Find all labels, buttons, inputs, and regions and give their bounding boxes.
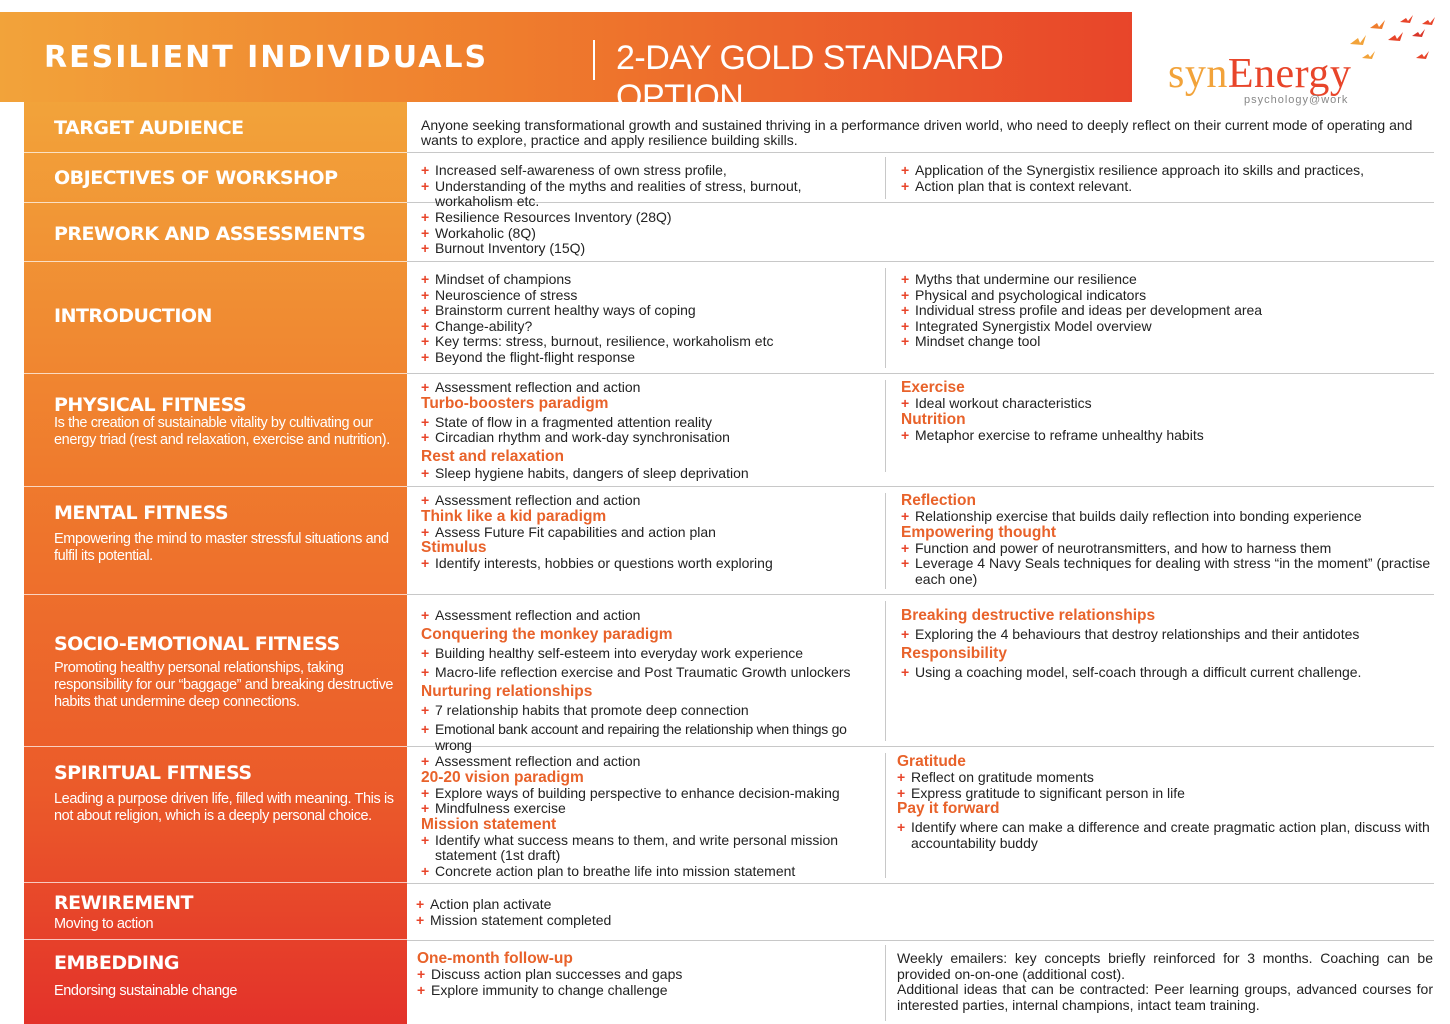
list-item: + Brainstorm current healthy ways of coping	[421, 302, 696, 318]
label-target-audience: TARGET AUDIENCE	[24, 102, 407, 153]
list-item: + Exploring the 4 behaviours that destroy relationships and their antidotes	[901, 626, 1360, 642]
list-item: + Reflect on gratitude moments	[897, 769, 1094, 785]
subheading: Think like a kid paradigm	[421, 507, 607, 525]
list-item: + Identify what success means to them, and write personal mission statement (1st draft)	[421, 831, 839, 863]
label-prework: PREWORK AND ASSESSMENTS	[24, 203, 407, 262]
column-divider	[885, 380, 886, 472]
subheading: 20-20 vision paradigm	[421, 768, 584, 786]
page-subtitle: 2-DAY GOLD STANDARD OPTION	[616, 39, 1004, 116]
header-divider	[593, 40, 595, 80]
list-item: + Integrated Synergistix Model overview	[901, 317, 1152, 334]
label-physical-fitness: PHYSICAL FITNESS Is the creation of sustainable vitality by cultivating our energy triad (rest and relaxation, exercise and nutrition).	[24, 374, 407, 487]
label-introduction: INTRODUCTION	[24, 262, 407, 374]
subheading: Conquering the monkey paradigm	[421, 625, 673, 643]
column-divider	[885, 268, 886, 368]
subheading: Pay it forward	[897, 800, 1000, 817]
row-introduction	[407, 262, 1434, 374]
list-item: + Workaholic (8Q)	[421, 224, 536, 241]
label-objectives: OBJECTIVES OF WORKSHOP	[24, 153, 407, 203]
label-mental-fitness: MENTAL FITNESS Empowering the mind to master stressful situations and fulfil its potential.	[24, 487, 407, 595]
list-item: + Action plan activate	[416, 896, 552, 912]
list-item: + Leverage 4 Navy Seals techniques for dealing with stress “in the moment” (practise each one)	[901, 555, 1431, 587]
list-item: + Assessment reflection and action	[421, 379, 641, 395]
spiritual-col2	[897, 754, 1437, 851]
list-item: + Mindset change tool	[901, 333, 1041, 349]
list-item: + Express gratitude to significant person in life	[897, 784, 1185, 801]
row-mental-fitness	[407, 487, 1434, 595]
page-title: RESILIENT INDIVIDUALS	[44, 40, 489, 75]
spiritual-col1	[421, 754, 883, 879]
subheading: Mission statement	[421, 815, 557, 833]
list-item: + Neuroscience of stress	[421, 286, 578, 303]
subheading: Breaking destructive relationships	[901, 607, 1156, 624]
label-socio-emotional-fitness: SOCIO-EMOTIONAL FITNESS Promoting healthy personal relationships, taking responsibility for our “baggage” and breaking destructive habits that undermine deep connections.	[24, 595, 407, 747]
label-spiritual-fitness: SPIRITUAL FITNESS Leading a purpose driven life, filled with meaning. This is not about religion, which is a deeply personal choice.	[24, 747, 407, 883]
intro-col1	[421, 272, 883, 365]
list-item: + Action plan that is context relevant.	[901, 177, 1133, 194]
subheading: Nutrition	[901, 410, 966, 428]
list-item: + Function and power of neurotransmitters, and how to harness them	[901, 539, 1332, 556]
row-target-audience	[407, 102, 1434, 153]
list-item: + Mindfulness exercise	[421, 800, 566, 816]
list-item: + Identify where can make a difference and create pragmatic action plan, discuss with accountability buddy	[897, 819, 1430, 851]
list-item: + Identify interests, hobbies or questions worth exploring	[421, 555, 773, 571]
list-item: + Application of the Synergistix resilience approach ito skills and practices,	[901, 162, 1365, 178]
list-item: + Sleep hygiene habits, dangers of sleep deprivation	[421, 464, 749, 481]
list-item: + Metaphor exercise to reframe unhealthy habits	[901, 426, 1204, 443]
list-item: + Assessment reflection and action	[421, 753, 641, 769]
column-divider	[885, 945, 886, 1021]
embedding-col1	[417, 951, 879, 998]
header-banner	[0, 12, 1132, 116]
birds-icon	[1342, 14, 1442, 74]
list-item: + Increased self-awareness of own stress profile,	[421, 162, 727, 178]
list-item: + Mission statement completed	[416, 911, 612, 928]
list-item: + 7 relationship habits that promote deep connection	[421, 701, 749, 718]
section-labels-column	[24, 102, 407, 1024]
mental-col1	[421, 493, 883, 572]
intro-col2	[901, 272, 1441, 350]
list-item: + Change-ability?	[421, 317, 533, 334]
list-item: + Using a coaching model, self-coach through a difficult current challenge.	[901, 663, 1362, 680]
label-embedding: EMBEDDING Endorsing sustainable change	[54, 952, 238, 999]
row-prework	[407, 203, 1434, 262]
brand-logo	[1132, 12, 1450, 106]
subheading: Gratitude	[897, 753, 966, 770]
row-socio-emotional-fitness	[407, 595, 1434, 753]
subheading: Stimulus	[421, 539, 487, 556]
mental-col2	[901, 493, 1441, 587]
list-item: + Physical and psychological indicators	[901, 286, 1147, 303]
embedding-col2	[897, 951, 1433, 1013]
list-item: + Individual stress profile and ideas per development area	[901, 302, 1263, 318]
socio-col2	[901, 608, 1441, 680]
list-item: + Assess Future Fit capabilities and action plan	[421, 523, 716, 540]
physical-col2	[901, 380, 1441, 443]
subheading: Empowering thought	[901, 523, 1056, 541]
list-item: + Assessment reflection and action	[421, 607, 641, 623]
logo-wordmark: synEnergy	[1168, 51, 1352, 97]
target-audience-text: Anyone seeking transformational growth and sustained thriving in a performance driven world, who need to deeply reflect on their current mode of operating and wants to explore, practice and apply resilience building skills.	[421, 117, 1413, 148]
list-item: + Beyond the flight-flight response	[421, 348, 636, 365]
row-physical-fitness	[407, 374, 1434, 487]
list-item: + State of flow in a fragmented attention reality	[421, 413, 713, 430]
list-item: + Emotional bank account and repairing the relationship when things go wrong	[421, 721, 847, 753]
embedding-note-2: Additional ideas that can be contracted: Peer learning groups, advanced courses for interested parties, internal champions, intact team training.	[897, 981, 1433, 1013]
objectives-col2	[901, 163, 1441, 194]
list-item: + Discuss action plan successes and gaps	[417, 966, 683, 982]
list-item: + Circadian rhythm and work-day synchronisation	[421, 429, 730, 445]
socio-col1	[421, 608, 883, 753]
list-item: + Myths that undermine our resilience	[901, 271, 1137, 287]
row-embedding	[407, 941, 1434, 1024]
list-item: + Macro-life reflection exercise and Post Traumatic Growth unlockers	[421, 664, 851, 680]
column-divider	[885, 753, 886, 878]
column-divider	[885, 493, 886, 589]
subheading: One-month follow-up	[417, 950, 573, 967]
subheading: Rest and relaxation	[421, 447, 564, 465]
list-item: + Explore ways of building perspective to enhance decision-making	[421, 784, 840, 801]
list-item: + Ideal workout characteristics	[901, 395, 1092, 411]
list-item: + Explore immunity to change challenge	[417, 981, 668, 998]
row-spiritual-fitness	[407, 747, 1434, 884]
rewirement-col1	[416, 897, 878, 928]
list-item: + Building healthy self-esteem into everyday work experience	[421, 644, 804, 661]
list-item: + Mindset of champions	[421, 271, 572, 287]
list-item: + Burnout Inventory (15Q)	[421, 240, 586, 256]
row-rewirement	[407, 884, 1434, 941]
row-objectives	[407, 153, 1434, 209]
list-item: + Key terms: stress, burnout, resilience, workaholism etc	[421, 333, 774, 349]
embedding-note-1: Weekly emailers: key concepts briefly reinforced for 3 months. Coaching can be provided on-on-one (additional cost).	[897, 950, 1433, 982]
subheading: Responsibility	[901, 644, 1007, 662]
subheading: Turbo-boosters paradigm	[421, 394, 609, 412]
column-divider	[885, 601, 886, 741]
list-item: + Understanding of the myths and realities of stress, burnout, workaholism etc.	[421, 177, 802, 209]
physical-col1	[421, 380, 883, 481]
prework-col1	[421, 210, 883, 257]
list-item: + Assessment reflection and action	[421, 492, 641, 508]
subheading: Nurturing relationships	[421, 682, 593, 700]
logo-tagline: psychology@work	[1244, 94, 1349, 106]
label-rewirement: REWIREMENT Moving to action	[24, 883, 407, 940]
list-item: + Relationship exercise that builds daily reflection into bonding experience	[901, 508, 1362, 524]
list-item: + Resilience Resources Inventory (28Q)	[421, 209, 672, 225]
column-divider	[885, 157, 886, 199]
subheading: Exercise	[901, 379, 965, 396]
subheading: Reflection	[901, 492, 976, 509]
list-item: + Concrete action plan to breathe life into mission statement	[421, 862, 796, 879]
